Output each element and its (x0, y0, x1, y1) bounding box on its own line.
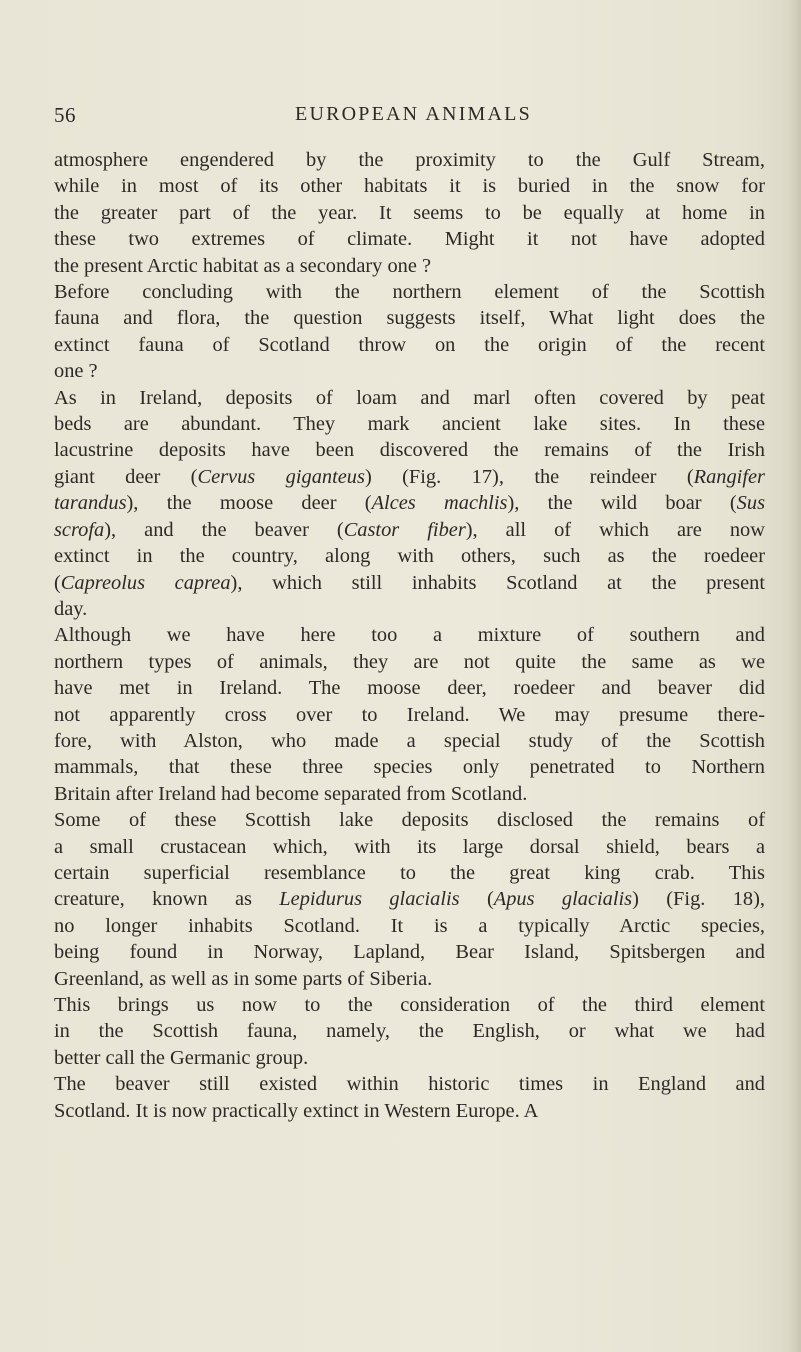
text-line: day. (54, 597, 88, 620)
text-line: fore, with Alston, who made a special study of the Scottish (54, 729, 765, 752)
text-line: one ? (54, 360, 98, 383)
latin-name: Apus glacialis (493, 888, 633, 911)
text-line: being found in Norway, Lapland, Bear Island, Spitsbergen and (54, 941, 765, 964)
latin-name: Sus (736, 492, 765, 515)
text-line: have met in Ireland. The moose deer, roedeer and beaver did (54, 677, 765, 700)
text-line: atmosphere engendered by the proximity to the Gulf Stream, (54, 149, 765, 171)
text-line: extinct in the country, along with others, such as the roedeer (54, 545, 765, 568)
text-line: giant deer (Cervus giganteus) (Fig. 17), the reindeer (Rangifer (54, 465, 765, 488)
paragraph (54, 279, 765, 385)
text-line: in the Scottish fauna, namely, the English, or what we had (54, 1020, 765, 1043)
text-line: no longer inhabits Scotland. It is a typically Arctic species, (54, 914, 765, 937)
text-line: This brings us now to the consideration of the third element (54, 994, 765, 1016)
latin-name: Castor fiber (343, 518, 466, 541)
latin-name: Lepidurus glacialis (279, 888, 460, 911)
latin-name: Capreolus caprea (60, 571, 231, 594)
text-line: beds are abundant. They mark ancient lake sites. In these (54, 413, 765, 436)
text-line: while in most of its other habitats it is buried in the snow for (54, 175, 765, 198)
running-head: EUROPEAN ANIMALS (295, 103, 532, 125)
text-line: Greenland, as well as in some parts of Siberia. (54, 967, 433, 990)
text-line: the present Arctic habitat as a secondary one ? (54, 254, 432, 277)
paragraph (54, 147, 765, 279)
text-line: the greater part of the year. It seems to be equally at home in (54, 201, 765, 224)
page-edge-shadow (787, 0, 801, 1352)
text-line: lacustrine deposits have been discovered the remains of the Irish (54, 439, 765, 462)
paragraph (54, 992, 765, 1071)
page-header (0, 103, 801, 133)
latin-name: Rangifer (693, 465, 765, 488)
page-number: 56 (54, 103, 76, 127)
text-line: Britain after Ireland had become separated from Scotland. (54, 782, 528, 805)
paragraph (54, 385, 765, 623)
text-line: mammals, that these three species only penetrated to Northern (54, 756, 765, 779)
text-line: Scotland. It is now practically extinct in Western Europe. A (54, 1099, 539, 1122)
text-line: northern types of animals, they are not quite the same as we (54, 650, 765, 673)
text-line: these two extremes of climate. Might it not have adopted (54, 228, 765, 251)
text-line: fauna and flora, the question suggests itself, What light does the (54, 307, 765, 330)
text-line: tarandus), the moose deer (Alces machlis), the wild boar (Sus (54, 492, 765, 515)
body-text (54, 147, 765, 1124)
text-line: Some of these Scottish lake deposits disclosed the remains of (54, 809, 765, 832)
paragraph (54, 622, 765, 807)
latin-name: Alces machlis (371, 492, 508, 515)
text-line: Although we have here too a mixture of southern and (54, 624, 765, 647)
text-line: (Capreolus caprea), which still inhabits Scotland at the present (54, 571, 765, 594)
text-line: certain superficial resemblance to the great king crab. This (54, 861, 765, 884)
paragraph (54, 1071, 765, 1124)
text-line: not apparently cross over to Ireland. We may presume there- (54, 703, 765, 726)
text-line: Before concluding with the northern element of the Scottish (54, 281, 765, 304)
text-line: As in Ireland, deposits of loam and marl often covered by peat (54, 386, 765, 409)
text-line: extinct fauna of Scotland throw on the origin of the recent (54, 333, 765, 356)
latin-name: Cervus giganteus (197, 465, 365, 488)
text-line: The beaver still existed within historic times in England and (54, 1073, 765, 1096)
text-line: scrofa), and the beaver (Castor fiber), all of which are now (54, 518, 765, 541)
latin-name: tarandus (54, 492, 127, 515)
text-line: a small crustacean which, with its large dorsal shield, bears a (54, 835, 765, 858)
text-line: creature, known as Lepidurus glacialis (Apus glacialis) (Fig. 18), (54, 888, 765, 911)
text-line: better call the Germanic group. (54, 1046, 309, 1069)
paragraph (54, 807, 765, 992)
latin-name: scrofa (54, 518, 105, 541)
